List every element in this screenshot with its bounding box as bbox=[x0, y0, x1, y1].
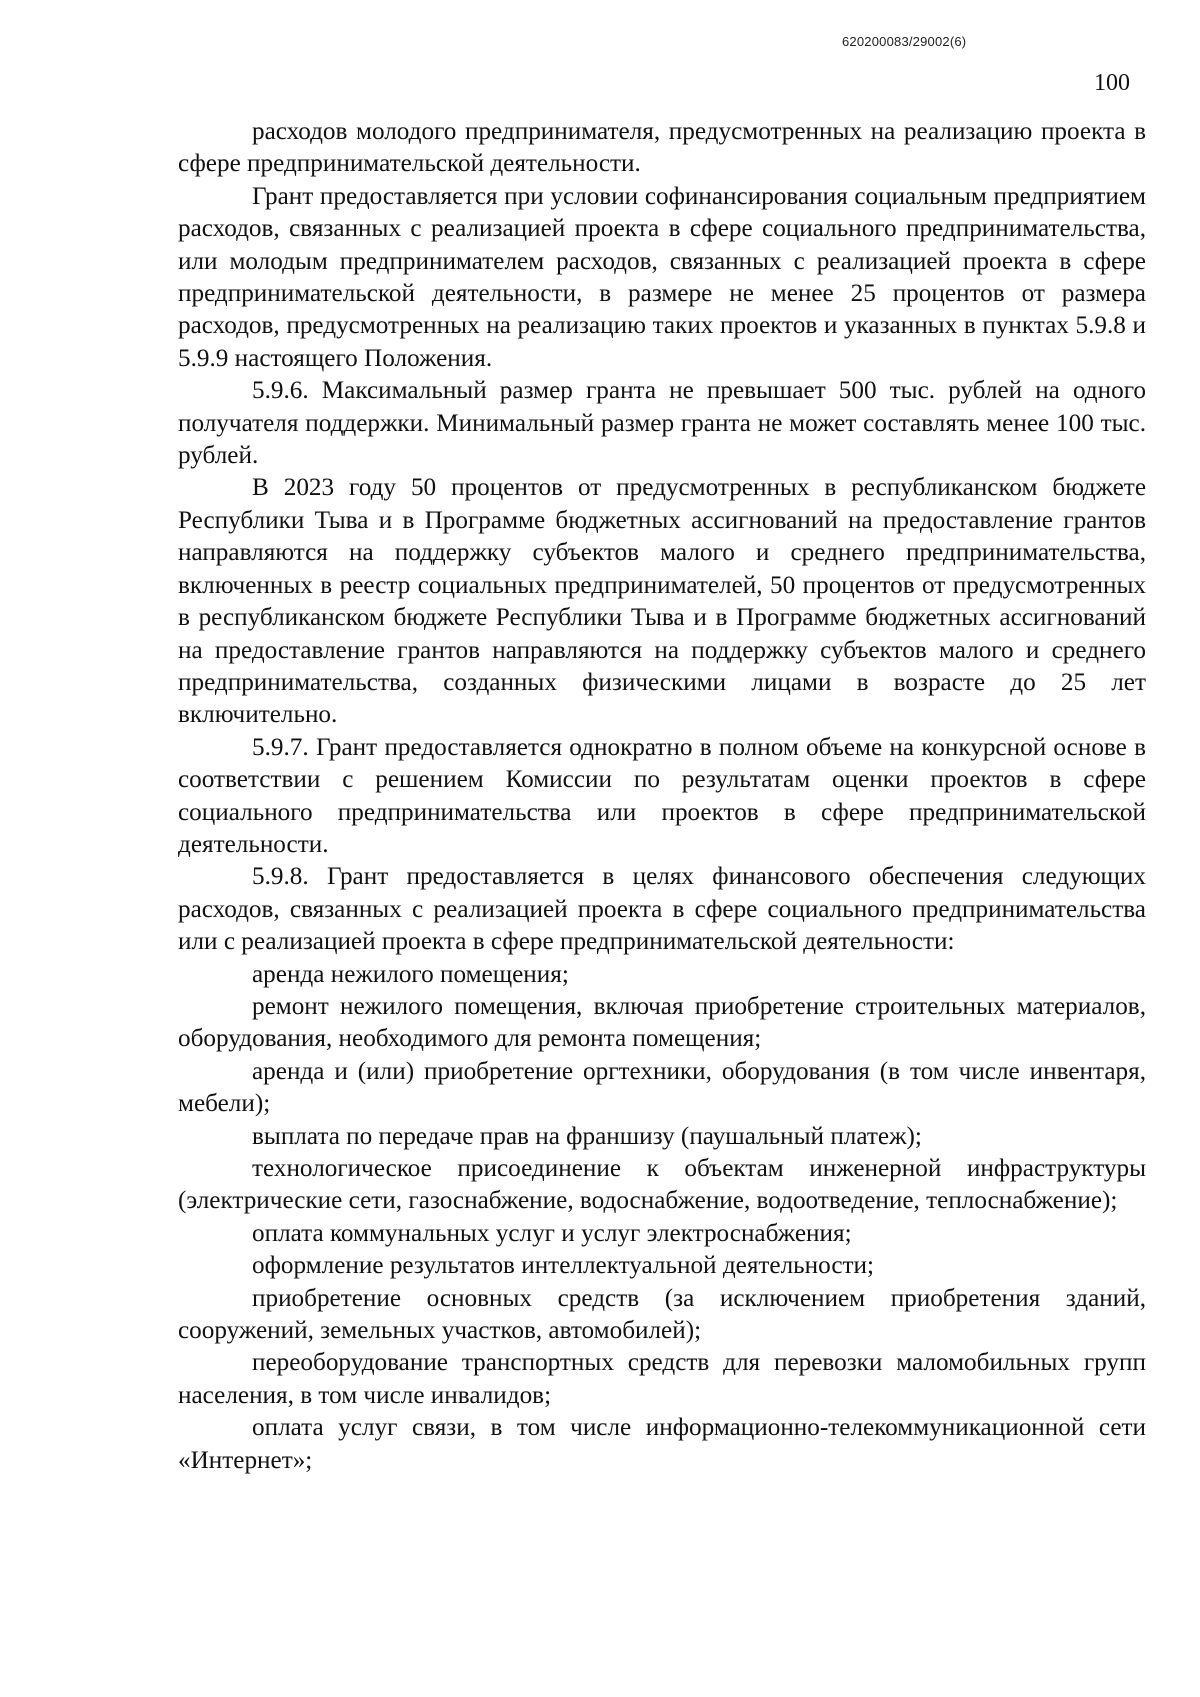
paragraph: расходов молодого предпринимателя, предусмотренных на реализацию проекта в сфере предпринимательской деятельности. bbox=[178, 118, 1146, 178]
list-item: переоборудование транспортных средств для перевозки маломобильных групп населения, в том числе инвалидов; bbox=[178, 1349, 1146, 1409]
list-item: оформление результатов интеллектуальной деятельности; bbox=[252, 1252, 875, 1280]
paragraph: 5.9.6. Максимальный размер гранта не превышает 500 тыс. рублей на одного получателя поддержки. Минимальный размер гранта не может составлять менее 100 тыс. рублей. bbox=[178, 377, 1146, 470]
list-item: выплата по передаче прав на франшизу (паушальный платеж); bbox=[252, 1122, 922, 1150]
list-item: технологическое присоединение к объектам инженерной инфраструктуры (электрические сети, газоснабжение, водоснабжение, водоотведение, теплоснабжение); bbox=[178, 1155, 1146, 1215]
paragraph: 5.9.7. Грант предоставляется однократно в полном объеме на конкурсной основе в соответствии с решением Комиссии по результатам оценки проектов в сфере социального предпринимательства или проектов в сфере предпринимательской деятельности. bbox=[178, 733, 1146, 858]
page-number: 100 bbox=[1094, 70, 1130, 96]
list-item: аренда и (или) приобретение оргтехники, оборудования (в том числе инвентаря, мебели); bbox=[178, 1057, 1146, 1118]
list-item: оплата коммунальных услуг и услуг электроснабжения; bbox=[252, 1219, 852, 1247]
document-body bbox=[178, 116, 1146, 1477]
document-id: 620200083/29002(6) bbox=[842, 34, 967, 49]
list-item: ремонт нежилого помещения, включая приобретение строительных материалов, оборудования, необходимого для ремонта помещения; bbox=[178, 992, 1146, 1053]
paragraph: В 2023 году 50 процентов от предусмотренных в республиканском бюджете Республики Тыва и в Программе бюджетных ассигнований на предоставление грантов направляются на поддержку субъектов малого и среднего предпринимательства, включенных в реестр социальных предпринимателей, 50 процентов от предусмотренных в республиканском бюджете Республики Тыва и в Программе бюджетных ассигнований на предоставление грантов направляются на поддержку субъектов малого и среднего предпринимательства, созданных физическими лицами в возрасте до 25 лет включительно. bbox=[178, 474, 1146, 729]
list-item: аренда нежилого помещения; bbox=[252, 960, 569, 988]
list-item: приобретение основных средств (за исключением приобретения зданий, сооружений, земельных участков, автомобилей); bbox=[178, 1284, 1146, 1345]
paragraph: 5.9.8. Грант предоставляется в целях финансового обеспечения следующих расходов, связанных с реализацией проекта в сфере социального предпринимательства или с реализацией проекта в сфере предпринимательской деятельности: bbox=[178, 863, 1146, 956]
list-item: оплата услуг связи, в том числе информационно-телекоммуникационной сети «Интернет»; bbox=[178, 1414, 1146, 1474]
paragraph: Грант предоставляется при условии софинансирования социальным предприятием расходов, связанных с реализацией проекта в сфере социального предпринимательства, или молодым предпринимателем расходов, связанных с реализацией проекта в сфере предпринимательской деятельности, в размере не менее 25 процентов от размера расходов, предусмотренных на реализацию таких проектов и указанных в пунктах 5.9.8 и 5.9.9 настоящего Положения. bbox=[178, 182, 1146, 372]
